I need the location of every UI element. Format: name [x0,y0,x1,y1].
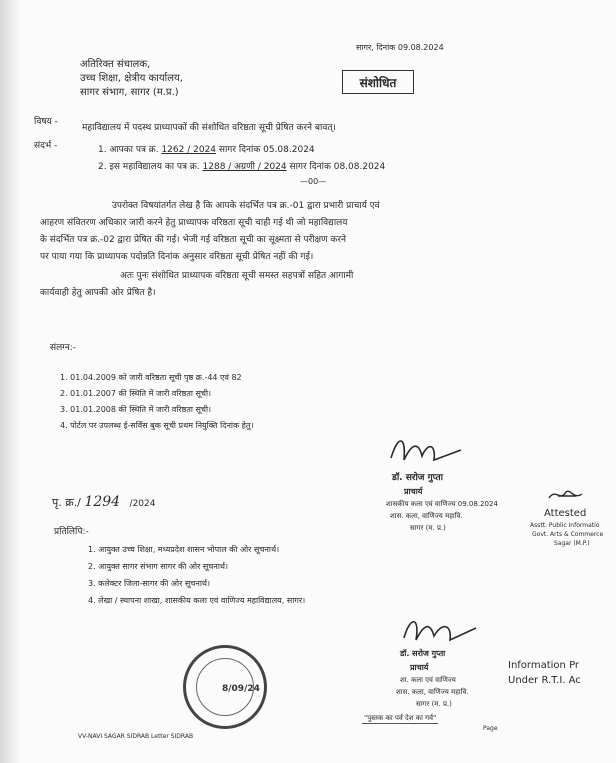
enclosure-label: संलग्न:- [50,343,76,353]
para1-line-1: उपरोक्त विषयांतर्गत लेख है कि आपके संदर्भित पत्र क्र.-01 द्वारा प्रभारी प्राचार्य एवं [112,201,380,211]
signature-2-line4: सागर (म. प्र.) [416,700,452,708]
scan-shadow [0,0,20,763]
enclosure-item-2: 2. 01.01.2007 की स्थिति में जारी वरिष्ठता सूची। [60,389,212,398]
signature-2-line2: शा. कला एवं वाणिज्य [400,676,456,684]
attested-line-1: Asstt. Public Informatio [530,522,600,529]
signature-2-line3: शास. कला, वाणिज्य महावि. [396,688,469,696]
signature-1-line3: शास. कला, वाणिज्य महावि. [390,512,463,520]
subject-text: महाविद्यालय में पदस्थ प्राध्यापकों की संशोधित वरिष्ठता सूची प्रेषित करने बावत्। [82,123,336,133]
enclosure-item-3: 3. 01.01.2008 की स्थिति में जारी वरिष्ठता सूची। [60,405,212,414]
reference-label: संदर्भ - [34,141,58,151]
reference-2: 2. इस महाविद्यालय का पत्र क्र. 1288 / अग्रणी / 2024 सागर दिनांक 08.08.2024 [98,162,386,172]
reference-1: 1. आपका पत्र क्र. 1262 / 2024 सागर दिनांक 05.08.2024 [98,145,315,155]
seal-number: 8/09/24 [222,684,260,694]
signature-1-title: प्राचार्य [404,487,423,496]
address-line-3: सागर संभाग, सागर (म.प्र.) [80,87,179,98]
para1-line-4: पर पाया गया कि प्राध्यापक पदोन्नति दिनांक अनुसार वरिष्ठता सूची प्रेषित नहीं की गई। [40,252,314,262]
attested-title: Attested [544,508,587,519]
signature-1-scribble [386,430,466,470]
divider: —00— [300,177,327,186]
footer-left: VV-NAVI SAGAR SIDRAB Letter SIDRAB [78,733,194,740]
signature-2-name: डॉ. सरोज गुप्ता [400,649,446,658]
rti-line-2: Under R.T.I. Ac [508,675,581,686]
signature-2-title: प्राचार्य [410,663,429,672]
para2-line-1: अतः पुनः संशोधित प्राध्यापक वरिष्ठता सूची समस्त सहपत्रों सहित आगामी [120,271,354,281]
para2-line-2: कार्यवाही हेतु आपकी ओर प्रेषित है। [40,288,156,298]
enclosure-item-4: 4. पोर्टल पर उपलब्ध ई-सर्विस बुक सूची प्रथम नियुक्ति दिनांक हेतु। [60,421,254,430]
signature-1-name: डॉ. सरोज गुप्ता [392,473,443,483]
copy-to-item-3: 3. कलेक्टर जिला-सागर की ओर सूचनार्थ। [88,579,211,588]
para1-line-3: के संदर्भित पत्र क्र.-02 द्वारा प्रेषित की गई। भेजी गई वरिष्ठता सूची का सूक्ष्मता से परीक्षण करने [40,235,346,245]
copy-to-label: प्रतिलिपि:- [54,527,89,537]
footer-quote: "पुस्तक का पर्व देश का गर्व" [364,714,437,722]
address-line-1: अतिरिक्त संचालक, [80,59,151,70]
date-line: सागर, दिनांक 09.08.2024 [356,43,444,52]
subject-label: विषय - [34,117,58,127]
attested-line-2: Govt. Arts & Commerce [532,531,604,538]
letter-number: पृ. क्र./ 1294 /2024 [52,494,156,510]
signature-2-scribble [400,612,480,648]
copy-to-item-1: 1. आयुक्त उच्च शिक्षा, मध्यप्रदेश शासन भोपाल की ओर सूचनार्थ। [88,545,280,554]
enclosure-item-1: 1. 01.04.2009 को जारी वरिष्ठता सूची पृष्ठ क्र.-44 एवं 82 [60,373,242,382]
attested-line-3: Sagar (M.P.) [554,540,590,547]
rti-line-1: Information Pr [508,660,580,671]
footer-page: Page [483,725,498,732]
signature-1-line4: सागर (म. प्र.) [410,524,446,532]
address-line-2: उच्च शिक्षा, क्षेत्रीय कार्यालय, [80,73,183,84]
para1-line-2: आहरण संवितरण अधिकार जारी करने हेतु प्राध्यापक वरिष्ठता सूची चाही गई थी जो महाविद्यालय [40,218,348,228]
copy-to-item-2: 2. आयुक्त सागर संभाग सागर की ओर सूचनार्थ। [88,562,229,571]
signature-1-line2: शासकीय कला एवं वाणिज्य 09.08.2024 [386,500,498,508]
attested-signature [546,486,586,504]
revised-stamp: संशोधित [342,70,414,94]
copy-to-item-4: 4. लेखा / स्थापना शाखा, शासकीय कला एवं वाणिज्य महाविद्यालय, सागर। [88,596,306,605]
